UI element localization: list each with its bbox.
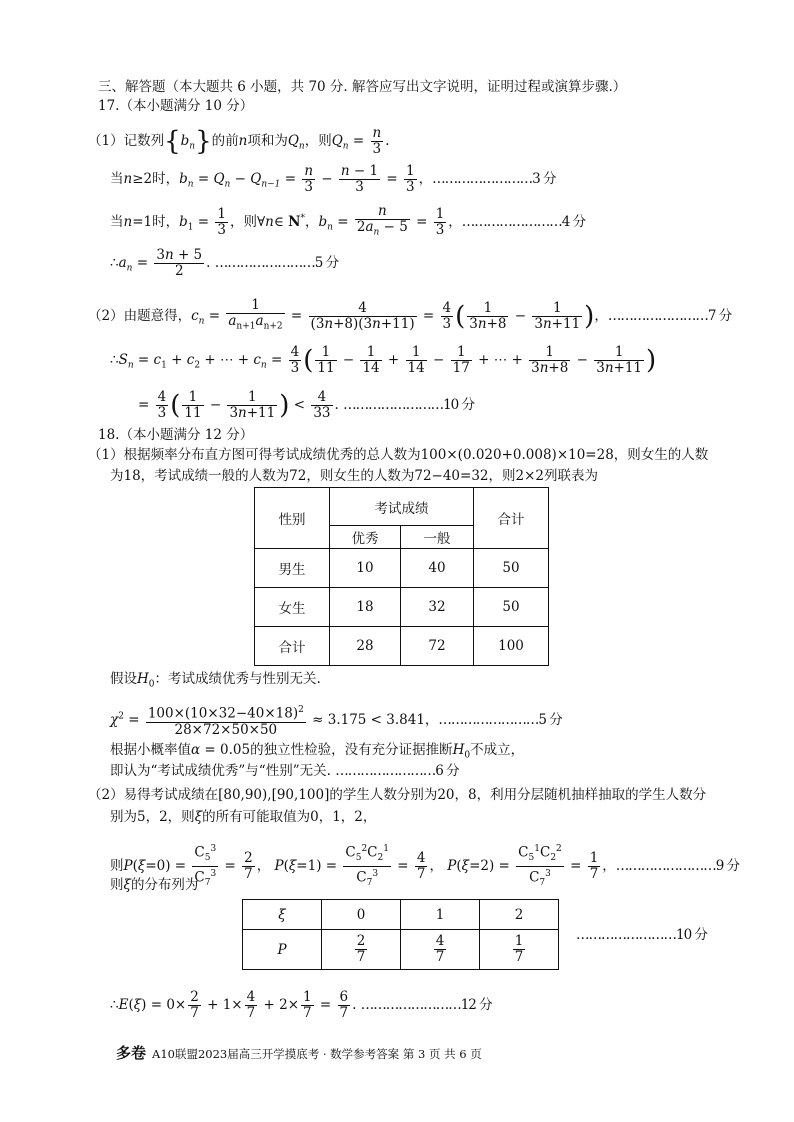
q18-part1-line2: 为18，考试成绩一般的人数为72，则女生的人数为72−40=32，则2×2列联表为	[110, 468, 599, 484]
distribution-table	[242, 899, 559, 970]
brand-logo: 多卷	[116, 1044, 147, 1062]
expectation-line: ∴E(ξ) = 0× $\frac{2}{7}$ + 1× $\frac{4}{7}$ + 2× $\frac{1}{7}$ = $\frac{6}{7}$ . ……………………12 分	[110, 989, 492, 1021]
q17-title: 17.（本小题满分 10 分）	[98, 98, 254, 114]
header-normal: 一般	[401, 526, 474, 549]
q18-part1-line1: （1）根据频率分布直方图可得考试成绩优秀的总人数为100×(0.020+0.008)×10=28，则女生的人数	[88, 447, 709, 463]
conclusion-line: 即认为“考试成绩优秀”与“性别”无关. ……………………6 分	[110, 763, 459, 779]
probability-line: 则P(ξ=0) = $\frac{C_5^3}{C_7^3}$ = $\frac{2}{7}$ ， P(ξ=1) = $\frac{C_5^2C_2^1}{C_7^3}$ = $\frac{4}{7}$ ， P(ξ=2) = $\frac{C_5^1C_2^2}{C_7^3}$ = $\frac{1}{7}$ ，……………………9 分	[110, 844, 740, 889]
hypothesis-line: 假设$H_0$：考试成绩优秀与性别无关.	[110, 671, 321, 690]
table-row: P $\frac{2}{7}$ $\frac{4}{7}$ $\frac{1}{7}$	[243, 930, 559, 970]
header-score: 考试成绩	[330, 488, 474, 526]
q17-part1-line: （1）记数列$\{b_n\}$的前n项和为$Q_n$，则$Q_n$ = $\frac{n}{3}$ .	[88, 125, 390, 157]
distribution-intro: 则ξ的分布列为	[110, 877, 199, 893]
chi-square-line: $\chi^2$ = $\frac{100\times(10\times 32-40\times 18)^2}{28\times 72\times 50\times 50}$ ≈ 3.175 < 3.841，……………………5 分	[110, 705, 562, 738]
header-excellent: 优秀	[330, 526, 401, 549]
table-row: 合计 28 72 100	[255, 627, 549, 666]
table-row: 男生 10 40 50	[255, 549, 549, 588]
q18-part2-line2: 别为5，2，则ξ的所有可能取值为0，1，2，	[110, 809, 377, 825]
section-header: 三、解答题（本大题共 6 小题，共 70 分. 解答应写出文字说明，证明过程或演算步骤.）	[98, 79, 627, 95]
q17-an-result: $\therefore a_n$ = $\frac{3n + 5}{2}$ . ……………………5 分	[110, 247, 339, 279]
table-row: 女生 18 32 50	[255, 588, 549, 627]
contingency-table	[254, 487, 549, 666]
footer-text: A10联盟2023届高三开学摸底考 · 数学参考答案 第 3 页 共 6 页	[152, 1047, 482, 1061]
independence-test-line: 根据小概率值α = 0.05的独立性检验，没有充分证据推断$H_0$不成立，	[110, 742, 525, 761]
q17-n-ge-2-line: 当n≥2时，$b_n = Q_n - Q_{n-1}$ = $\frac{n}{3}$ − $\frac{n - 1}{3}$ = $\frac{1}{3}$ ，……………………3 分	[110, 163, 556, 195]
q17-sum-line: $\therefore S_n = c_1 + c_2$ + ⋯ + $c_n$ = $\frac{4}{3}$ ( $\frac{1}{11}$ − $\frac{1}{14}$ + $\frac{1}{14}$ − $\frac{1}{17}$ + ⋯ + $\frac{1}{3n+8}$ − $\frac{1}{3n+11}$ )	[110, 344, 657, 376]
table-row: ξ 0 1 2	[243, 900, 559, 930]
header-total: 合计	[474, 488, 549, 549]
q17-sum-bound: = $\frac{4}{3}$ ( $\frac{1}{11}$ − $\frac{1}{3n+11}$ ) < $\frac{4}{33}$ . ……………………10 分	[138, 389, 475, 421]
page-footer	[116, 1042, 482, 1063]
q18-title: 18.（本小题满分 12 分）	[98, 427, 254, 443]
q17-n-eq-1-line: 当n=1时，$b_1$ = $\frac{1}{3}$ ，则∀n∈ N*，$b_n$ = $\frac{n}{2a_n - 5}$ = $\frac{1}{3}$ ，……………………4 分	[110, 203, 586, 238]
score-10: ……………………10 分	[576, 927, 707, 943]
header-gender: 性别	[255, 488, 330, 549]
q18-part2-line1: （2）易得考试成绩在[80,90),[90,100]的学生人数分别为20，8，利用分层随机抽样抽取的学生人数分	[88, 787, 707, 803]
q17-part2-line: （2）由题意得，$c_n$ = $\frac{1}{a_{n+1}a_{n+2}}$ = $\frac{4}{(3n+8)(3n+11)}$ = $\frac{4}{3}$ ( $\frac{1}{3n+8}$ − $\frac{1}{3n+11}$ )，……………………7 分	[88, 297, 732, 332]
